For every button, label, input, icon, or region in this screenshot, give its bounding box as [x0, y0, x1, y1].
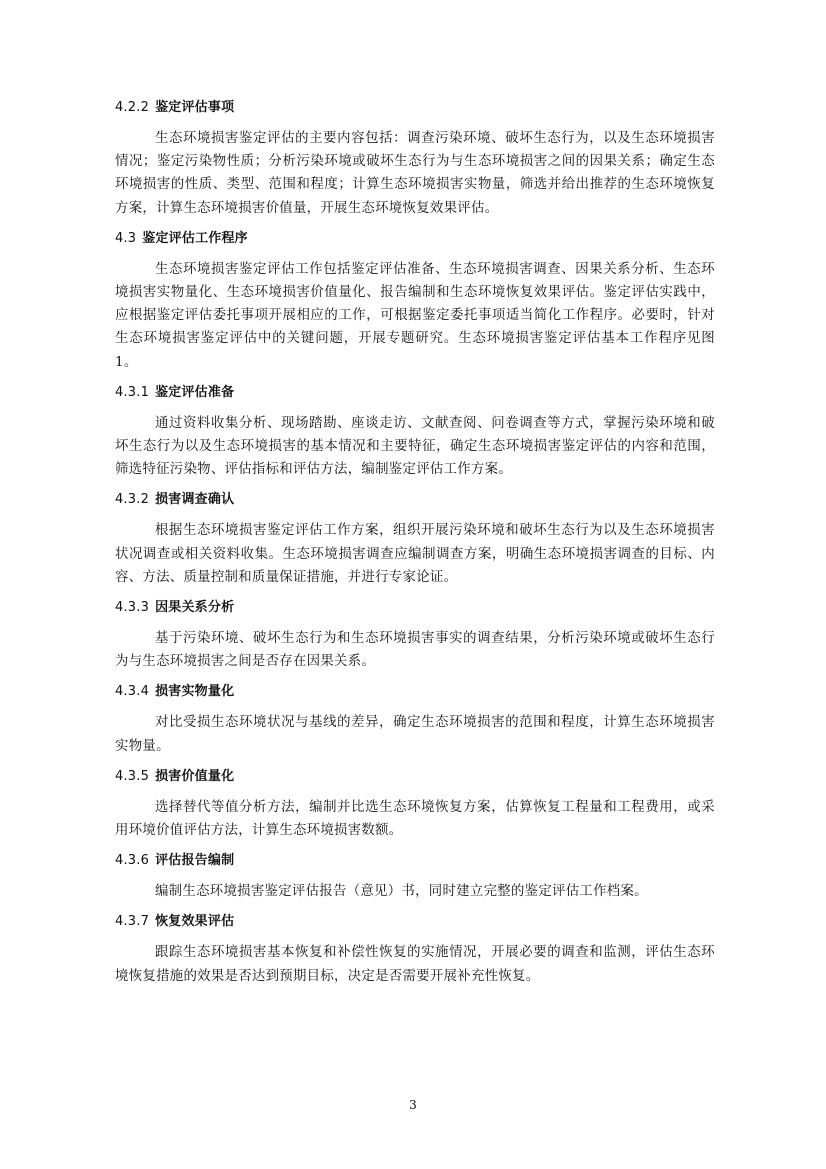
section-number: 4.2.2: [115, 100, 150, 115]
section-heading-4-3-3: [115, 597, 715, 619]
section-number: 4.3.5: [115, 768, 150, 784]
section-title: 鉴定评估准备: [155, 384, 235, 400]
section-number: 4.3.4: [115, 684, 150, 700]
section-title: 损害实物量化: [155, 684, 235, 700]
section-title: 损害价值量化: [155, 768, 235, 784]
section-number: 4.3.6: [115, 853, 150, 869]
section-paragraph: 通过资料收集分析、现场踏勘、座谈走访、文献查阅、问卷调查等方式，掌握污染环境和破坏生态行为以及生态环境损害的基本情况和主要特征，确定生态环境损害鉴定评估的内容和范围，筛选特征污染物、评估指标和评估方法，编制鉴定评估工作方案。: [115, 415, 715, 478]
section-heading-4-3-6: [115, 850, 715, 872]
section-number: 4.3.2: [115, 492, 150, 508]
section-title: 因果关系分析: [155, 600, 235, 616]
section-number: 4.3.3: [115, 600, 150, 616]
section-title: 鉴定评估事项: [155, 100, 235, 115]
section-number: 4.3.1: [115, 384, 150, 400]
section-heading-4-3-7: [115, 911, 715, 933]
section-paragraph: 基于污染环境、破坏生态行为和生态环境损害事实的调查结果，分析污染环境或破坏生态行为与生态环境损害之间是否存在因果关系。: [115, 631, 715, 670]
section-paragraph: 选择替代等值分析方法，编制并比选生态环境恢复方案，估算恢复工程量和工程费用，或采用环境价值评估方法，计算生态环境损害数额。: [115, 799, 715, 839]
section-heading-4-3-4: [115, 681, 715, 703]
section-heading-4-2-2: [115, 97, 715, 119]
section-number: 4.3.7: [115, 914, 150, 930]
section-paragraph: 跟踪生态环境损害基本恢复和补偿性恢复的实施情况，开展必要的调查和监测，评估生态环境恢复措施的效果是否达到预期目标，决定是否需要开展补充性恢复。: [115, 945, 715, 984]
section-paragraph: 生态环境损害鉴定评估的主要内容包括：调查污染环境、破坏生态行为，以及生态环境损害情况；鉴定污染物性质；分析污染环境或破坏生态行为与生态环境损害之间的因果关系；确定生态环境损害的性质、类型、范围和程度；计算生态环境损害实物量，筛选并给出推荐的生态环境恢复方案，计算生态环境损害价值量，开展生态环境恢复效果评估。: [115, 131, 715, 216]
section-paragraph: 编制生态环境损害鉴定评估报告（意见）书，同时建立完整的鉴定评估工作档案。: [155, 884, 648, 900]
section-paragraph: 对比受损生态环境状况与基线的差异，确定生态环境损害的范围和程度，计算生态环境损害实物量。: [115, 715, 715, 754]
section-paragraph: 生态环境损害鉴定评估工作包括鉴定评估准备、生态环境损害调查、因果关系分析、生态环境损害实物量化、生态环境损害价值量化、报告编制和生态环境恢复效果评估。鉴定评估实践中，应根据鉴定评估委托事项开展相应的工作，可根据鉴定委托事项适当简化工作程序。必要时，针对生态环境损害鉴定评估中的关键问题，开展专题研究。生态环境损害鉴定评估基本工作程序见图 1。: [115, 261, 715, 370]
document-body: [115, 97, 715, 996]
section-heading-4-3-1: [115, 382, 715, 404]
page-number: 3: [409, 1098, 417, 1112]
section-heading-4-3-2: [115, 489, 715, 511]
section-title: 评估报告编制: [155, 853, 235, 869]
section-title: 损害调查确认: [155, 492, 235, 508]
section-paragraph: 根据生态环境损害鉴定评估工作方案，组织开展污染环境和破坏生态行为以及生态环境损害状况调查或相关资料收集。生态环境损害调查应编制调查方案，明确生态环境损害调查的目标、内容、方法、质量控制和质量保证措施，并进行专家论证。: [115, 523, 715, 585]
section-heading-4-3: [115, 228, 715, 250]
section-title: 鉴定评估工作程序: [142, 230, 248, 246]
section-title: 恢复效果评估: [155, 914, 235, 930]
section-number: 4.3: [115, 230, 137, 246]
section-heading-4-3-5: [115, 766, 715, 788]
